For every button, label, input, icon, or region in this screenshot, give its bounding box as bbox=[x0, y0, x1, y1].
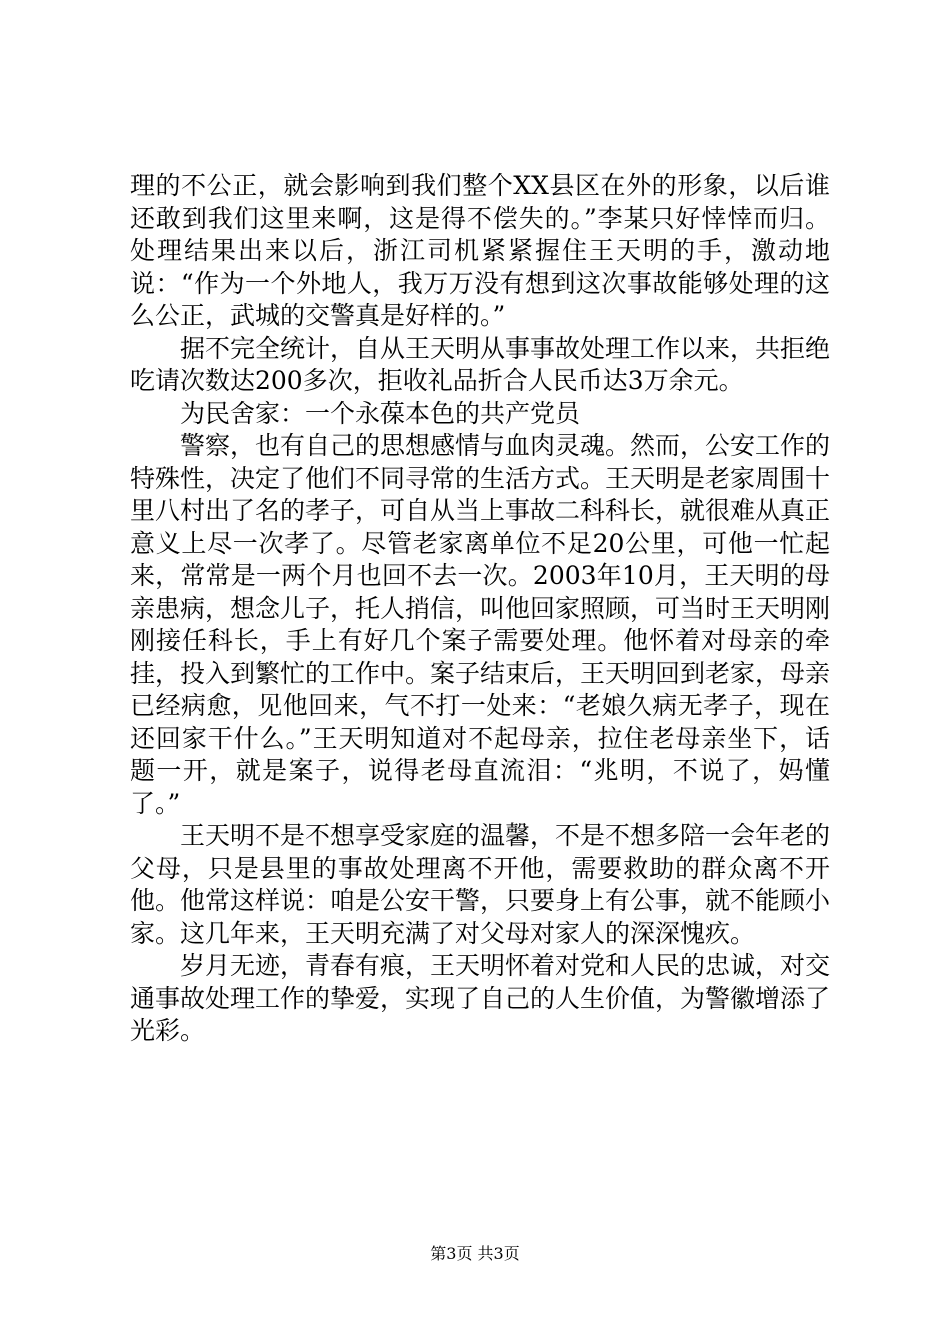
document-body bbox=[130, 170, 830, 1048]
page-number-footer: 第3页 共3页 bbox=[430, 1244, 520, 1263]
section-heading: 为民舍家：一个永葆本色的共产党员 bbox=[180, 398, 581, 428]
paragraph-5: 岁月无迹，青春有痕，王天明怀着对党和人民的忠诚，对交通事故处理工作的挚爱，实现了自己的人生价值，为警徽增添了光彩。 bbox=[130, 951, 831, 1045]
paragraph-1: 理的不公正，就会影响到我们整个XX县区在外的形象，以后谁还敢到我们这里来啊，这是得不偿失的。”李某只好悻悻而归。处理结果出来以后，浙江司机紧紧握住王天明的手，激动地说：“作为一个外地人，我万万没有想到这次事故能够处理的这么公正，武城的交警真是好样的。” bbox=[130, 171, 830, 330]
paragraph-4: 王天明不是不想享受家庭的温馨，不是不想多陪一会年老的父母，只是县里的事故处理离不开他，需要救助的群众离不开他。他常这样说：咱是公安干警，只要身上有公事，就不能顾小家。这几年来，王天明充满了对父母对家人的深深愧疚。 bbox=[130, 821, 831, 948]
paragraph-2: 据不完全统计，自从王天明从事事故处理工作以来，共拒绝吃请次数达200多次，拒收礼品折合人民币达3万余元。 bbox=[130, 333, 831, 395]
paragraph-3: 警察，也有自己的思想感情与血肉灵魂。然而，公安工作的特殊性，决定了他们不同寻常的生活方式。王天明是老家周围十里八村出了名的孝子，可自从当上事故二科科长，就很难从真正意义上尽一次孝了。尽管老家离单位不足20公里，可他一忙起来，常常是一两个月也回不去一次。2003年10月，王天明的母亲患病，想念儿子，托人捎信，叫他回家照顾，可当时王天明刚刚接任科长，手上有好几个案子需要处理。他怀着对母亲的牵挂，投入到繁忙的工作中。案子结束后，王天明回到老家，母亲已经病愈，见他回来，气不打一处来：“老娘久病无孝子，现在还回家干什么。”王天明知道对不起母亲，拉住老母亲坐下，话题一开，就是案子，说得老母直流泪：“兆明，不说了，妈懂了。” bbox=[130, 431, 831, 818]
